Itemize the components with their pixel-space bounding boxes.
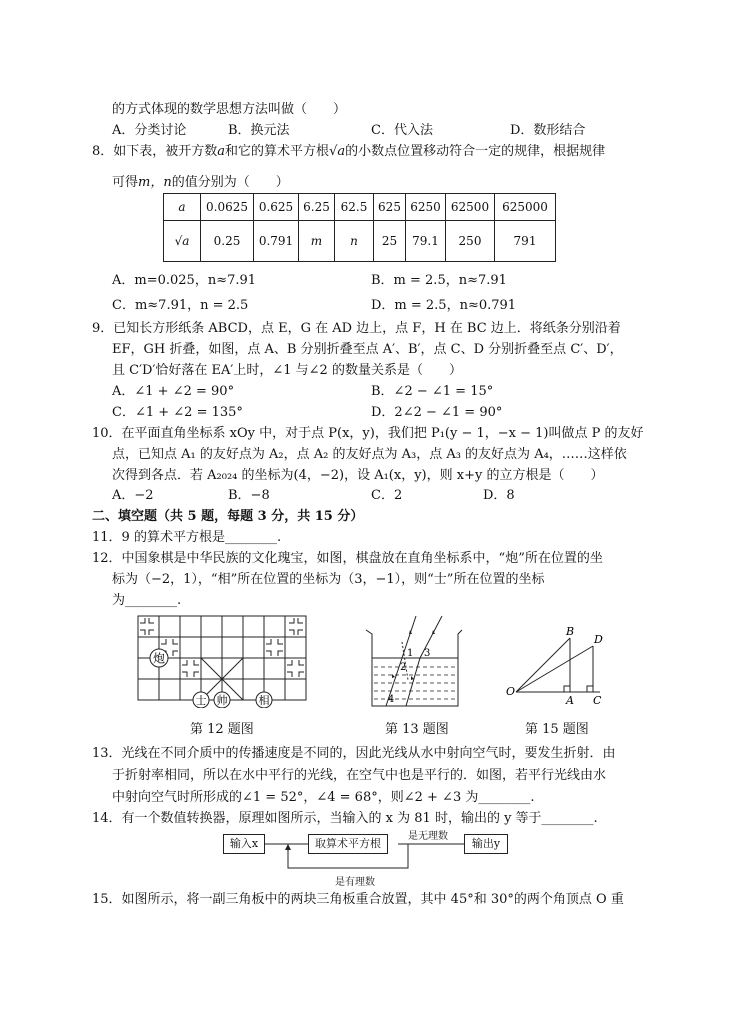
q9-stem-line3: 且 C′D′恰好落在 EA′上时，∠1 与∠2 的数量关系是（ ） [112,363,462,378]
q8-stem-line1: 8．如下表，被开方数a和它的算术平方根√a的小数点位置移动符合一定的规律，根据规律 [92,144,606,159]
q10-stem-line2: 点，已知点 A₁ 的友好点为 A₂，点 A₂ 的友好点为 A₃，点 A₃ 的友好点为 A₄，……这样依 [112,447,627,462]
table-cell: 0.0625 [201,194,254,221]
angle-1-label: 1 [407,648,414,659]
q9-stem-line1: 9．已知长方形纸条 ABCD，点 E，G 在 AD 边上，点 F，H 在 BC 边上．将纸条分别沿着 [92,321,621,336]
point-a-label: A [566,694,574,706]
angle-3-label: 3 [424,648,431,659]
q12-chessboard-figure [136,614,310,708]
q8-option-a: A．m=0.025，n≈7.91 [112,273,257,288]
svg-text:帅: 帅 [216,694,228,707]
flow-input-box: 输入x [223,834,265,854]
point-d-label: D [594,633,603,646]
point-c-label: C [593,694,602,706]
fig13-caption: 第 13 题图 [385,722,449,737]
cannon-piece [150,649,168,667]
flow-output-box: 输出y [464,834,508,854]
q9-stem-line2: EF，GH 折叠，如图，点 A、B 分别折叠至点 A′、B′，点 C、D 分别折叠至点 C′、D′， [112,342,623,357]
fig15-caption: 第 15 题图 [525,722,589,737]
table-cell: 0.25 [201,221,254,262]
q13-stem-line2: 于折射率相同，所以在水中平行的光线，在空气中也是平行的．如图，若平行光线由水 [112,768,607,783]
q8-option-d: D．m = 2.5，n≈0.791 [371,298,517,313]
table-cell: 0.625 [254,194,299,221]
table-row [164,221,556,262]
table-cell: 0.791 [254,221,299,262]
q13-stem-line1: 13．光线在不同介质中的传播速度是不同的，因此光线从水中射向空气时，要发生折射．由 [92,746,616,761]
q10-stem-line3: 次得到各点．若 A₂₀₂₄ 的坐标为(4，−2)，设 A₁(x，y)，则 x+y 的立方根是（ ） [112,468,604,483]
q8-stem-line2: 可得m，n的值分别为（ ） [112,175,289,190]
table-header-cell: √a [164,221,201,262]
q9-option-d: D．2∠2 − ∠1 = 90° [371,405,503,420]
fig12-caption: 第 12 题图 [190,722,254,737]
q14-stem: 14．有一个数值转换器，原理如图所示，当输入的 x 为 81 时，输出的 y 等于________. [92,811,598,826]
table-cell: n [335,221,374,262]
table-cell: 625000 [495,194,556,221]
svg-text:士: 士 [195,694,207,707]
q8-option-b: B．m = 2.5，n≈7.91 [371,273,507,288]
q10-option-a: A．−2 [112,488,154,503]
q11-stem: 11．9 的算术平方根是________. [92,530,282,545]
table-row [164,194,556,221]
q8-value-table [163,193,556,262]
flow-rational-label: 是有理数 [335,877,375,888]
section-heading: 二、填空题（共 5 题，每题 3 分，共 15 分） [92,509,364,524]
q12-stem-line3: 为________. [112,593,182,608]
q10-option-d: D．8 [483,488,515,503]
q9-option-a: A．∠1 + ∠2 = 90° [112,384,235,399]
angle-4-label: 4 [388,694,395,705]
flow-irrational-label: 是无理数 [408,831,448,842]
q13-stem-line3: 中射向空气时所形成的∠1 = 52°，∠4 = 68°，则∠2 + ∠3 为________. [112,790,535,805]
q7-option-a: A．分类讨论 [112,123,187,138]
q9-option-c: C．∠1 + ∠2 = 135° [112,405,243,420]
table-cell: 6.25 [299,194,335,221]
point-o-label: O [506,685,516,698]
advisor-piece [193,692,209,708]
table-cell: m [299,221,335,262]
q7-option-d: D．数形结合 [510,123,586,138]
q15-triangles-figure [502,622,614,706]
svg-text:相: 相 [258,694,270,707]
table-cell: 62.5 [335,194,374,221]
q9-option-b: B．∠2 − ∠1 = 15° [371,384,494,399]
q12-stem-line2: 标为（−2，1），“相”所在位置的坐标为（3，−1），则“士”所在位置的坐标 [112,572,545,587]
q10-stem-line1: 10．在平面直角坐标系 xOy 中，对于点 P(x，y)，我们把 P₁(y − 1，−x − 1)叫做点 P 的友好 [92,426,644,441]
angle-2-label: 2 [400,662,407,673]
elephant-piece [256,692,272,708]
general-piece [214,692,230,708]
table-cell: 250 [446,221,495,262]
q13-beaker-figure [362,612,466,712]
q10-option-c: C．2 [371,488,403,503]
table-cell: 625 [374,194,406,221]
table-cell: 6250 [406,194,446,221]
q7-stem-tail: 的方式体现的数学思想方法叫做（ ） [112,102,347,117]
table-header-cell: a [164,194,201,221]
q15-stem: 15．如图所示，将一副三角板中的两块三角板重合放置，其中 45°和 30°的两个角顶点 O 重 [92,892,624,907]
table-cell: 62500 [446,194,495,221]
q12-stem-line1: 12．中国象棋是中华民族的文化瑰宝，如图，棋盘放在直角坐标系中，“炮”所在位置的坐 [92,551,603,566]
point-b-label: B [566,625,575,638]
table-cell: 25 [374,221,406,262]
q10-option-b: B．−8 [228,488,270,503]
svg-text:炮: 炮 [152,651,166,666]
q8-option-c: C．m≈7.91，n = 2.5 [112,298,249,313]
table-cell: 791 [495,221,556,262]
q7-option-b: B．换元法 [228,123,290,138]
q7-option-c: C．代入法 [371,123,433,138]
flow-process-box: 取算术平方根 [308,834,388,854]
table-cell: 79.1 [406,221,446,262]
